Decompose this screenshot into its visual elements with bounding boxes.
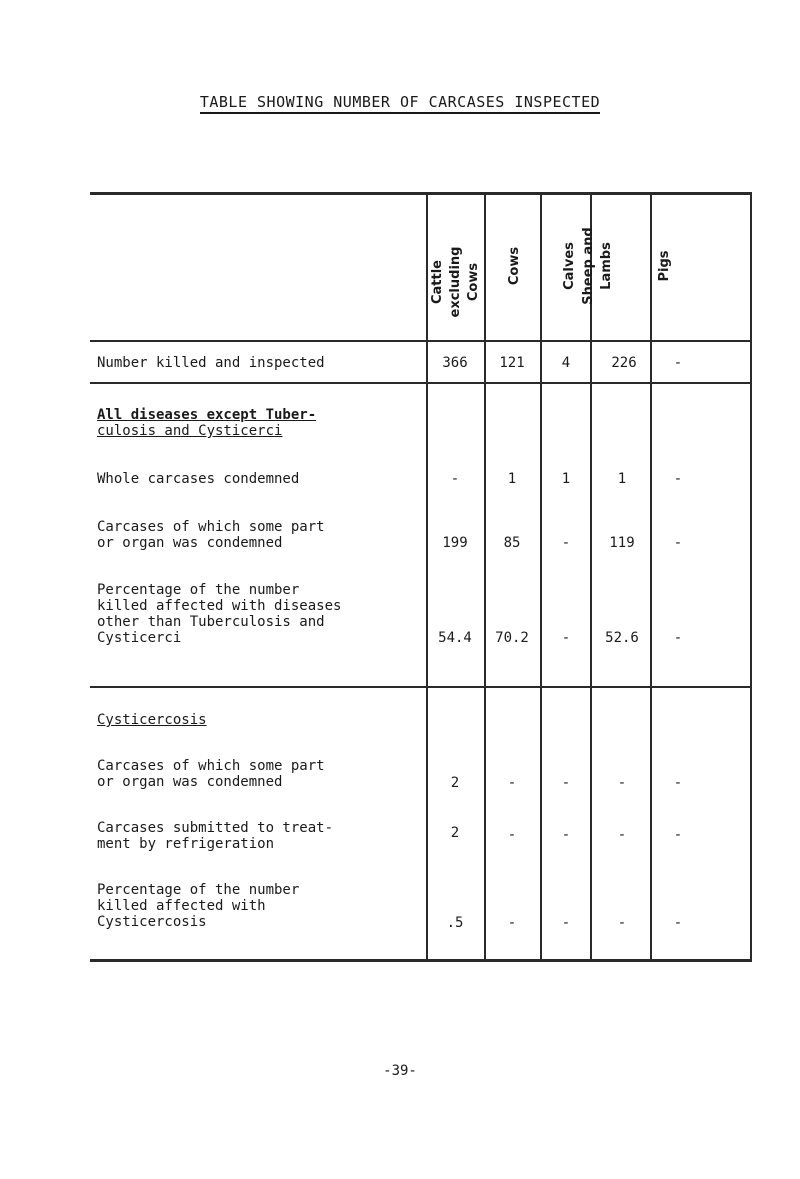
page-number: -39- xyxy=(383,1063,417,1079)
cell-part-cows: 85 xyxy=(503,535,521,551)
cell-cys-pct-cattle: .5 xyxy=(446,915,464,931)
cell-cys-pct-sheep: - xyxy=(617,915,627,931)
column-divider xyxy=(750,192,752,960)
cell-killed-sheep: 226 xyxy=(611,355,637,371)
row-label-whole-condemned: Whole carcases condemned xyxy=(97,471,300,487)
cell-treat-calves: - xyxy=(561,827,571,843)
cell-killed-calves: 4 xyxy=(561,355,571,371)
cell-treat-cows: - xyxy=(507,827,517,843)
column-header-cows: Cows xyxy=(507,246,522,286)
row-label-refrigeration: Carcases submitted to treat- ment by refrigeration xyxy=(97,820,334,852)
cell-part-calves: - xyxy=(561,535,571,551)
cell-whole-calves: 1 xyxy=(561,471,571,487)
cell-killed-pigs: - xyxy=(673,355,683,371)
table-top-rule xyxy=(90,192,752,195)
column-header-cattle: Cattle excluding Cows xyxy=(430,246,481,318)
cell-killed-cattle: 366 xyxy=(442,355,468,371)
row-label-part-condemned: Carcases of which some part or organ was condemned xyxy=(97,519,325,551)
row-label-percentage-cysticercosis: Percentage of the number killed affected with Cysticercosis xyxy=(97,882,300,930)
row-label-percentage-diseases: Percentage of the number killed affected with diseases other than Tuberculosis and Cysticerci xyxy=(97,582,342,646)
page-title: TABLE SHOWING NUMBER OF CARCASES INSPECTED xyxy=(0,93,800,111)
cell-pct-cows: 70.2 xyxy=(495,630,529,646)
column-header-sheep-lambs: Sheep and Lambs xyxy=(581,227,614,305)
column-divider xyxy=(540,192,542,960)
cell-cys-part-calves: - xyxy=(561,775,571,791)
cell-treat-sheep: - xyxy=(617,827,627,843)
cell-part-pigs: - xyxy=(673,535,683,551)
cell-whole-pigs: - xyxy=(673,471,683,487)
cell-part-sheep: 119 xyxy=(609,535,635,551)
row-label-cys-part-condemned: Carcases of which some part or organ was condemned xyxy=(97,758,325,790)
cell-treat-cattle: 2 xyxy=(450,825,460,841)
cell-cys-pct-pigs: - xyxy=(673,915,683,931)
table-bottom-rule xyxy=(90,959,752,962)
column-header-calves: Calves xyxy=(562,242,577,290)
row-divider xyxy=(90,382,752,384)
column-header-pigs: Pigs xyxy=(657,250,672,282)
cell-pct-sheep: 52.6 xyxy=(605,630,639,646)
cell-cys-pct-cows: - xyxy=(507,915,517,931)
header-bottom-rule xyxy=(90,340,752,342)
row-label-killed: Number killed and inspected xyxy=(97,355,325,371)
section-divider xyxy=(90,686,752,688)
cell-part-cattle: 199 xyxy=(442,535,468,551)
cell-cys-part-cattle: 2 xyxy=(450,775,460,791)
cell-killed-cows: 121 xyxy=(499,355,525,371)
cell-whole-sheep: 1 xyxy=(617,471,627,487)
cell-whole-cows: 1 xyxy=(507,471,517,487)
cell-treat-pigs: - xyxy=(673,827,683,843)
section-heading-all-diseases: All diseases except Tuber- culosis and Cysticerci xyxy=(97,407,317,439)
cell-cys-part-pigs: - xyxy=(673,775,683,791)
cell-cys-part-cows: - xyxy=(507,775,517,791)
cell-pct-cattle: 54.4 xyxy=(438,630,472,646)
cell-whole-cattle: - xyxy=(450,471,460,487)
cell-cys-part-sheep: - xyxy=(617,775,627,791)
cell-pct-calves: - xyxy=(561,630,571,646)
section-heading-cysticercosis: Cysticercosis xyxy=(97,712,207,728)
cell-pct-pigs: - xyxy=(673,630,683,646)
cell-cys-pct-calves: - xyxy=(561,915,571,931)
